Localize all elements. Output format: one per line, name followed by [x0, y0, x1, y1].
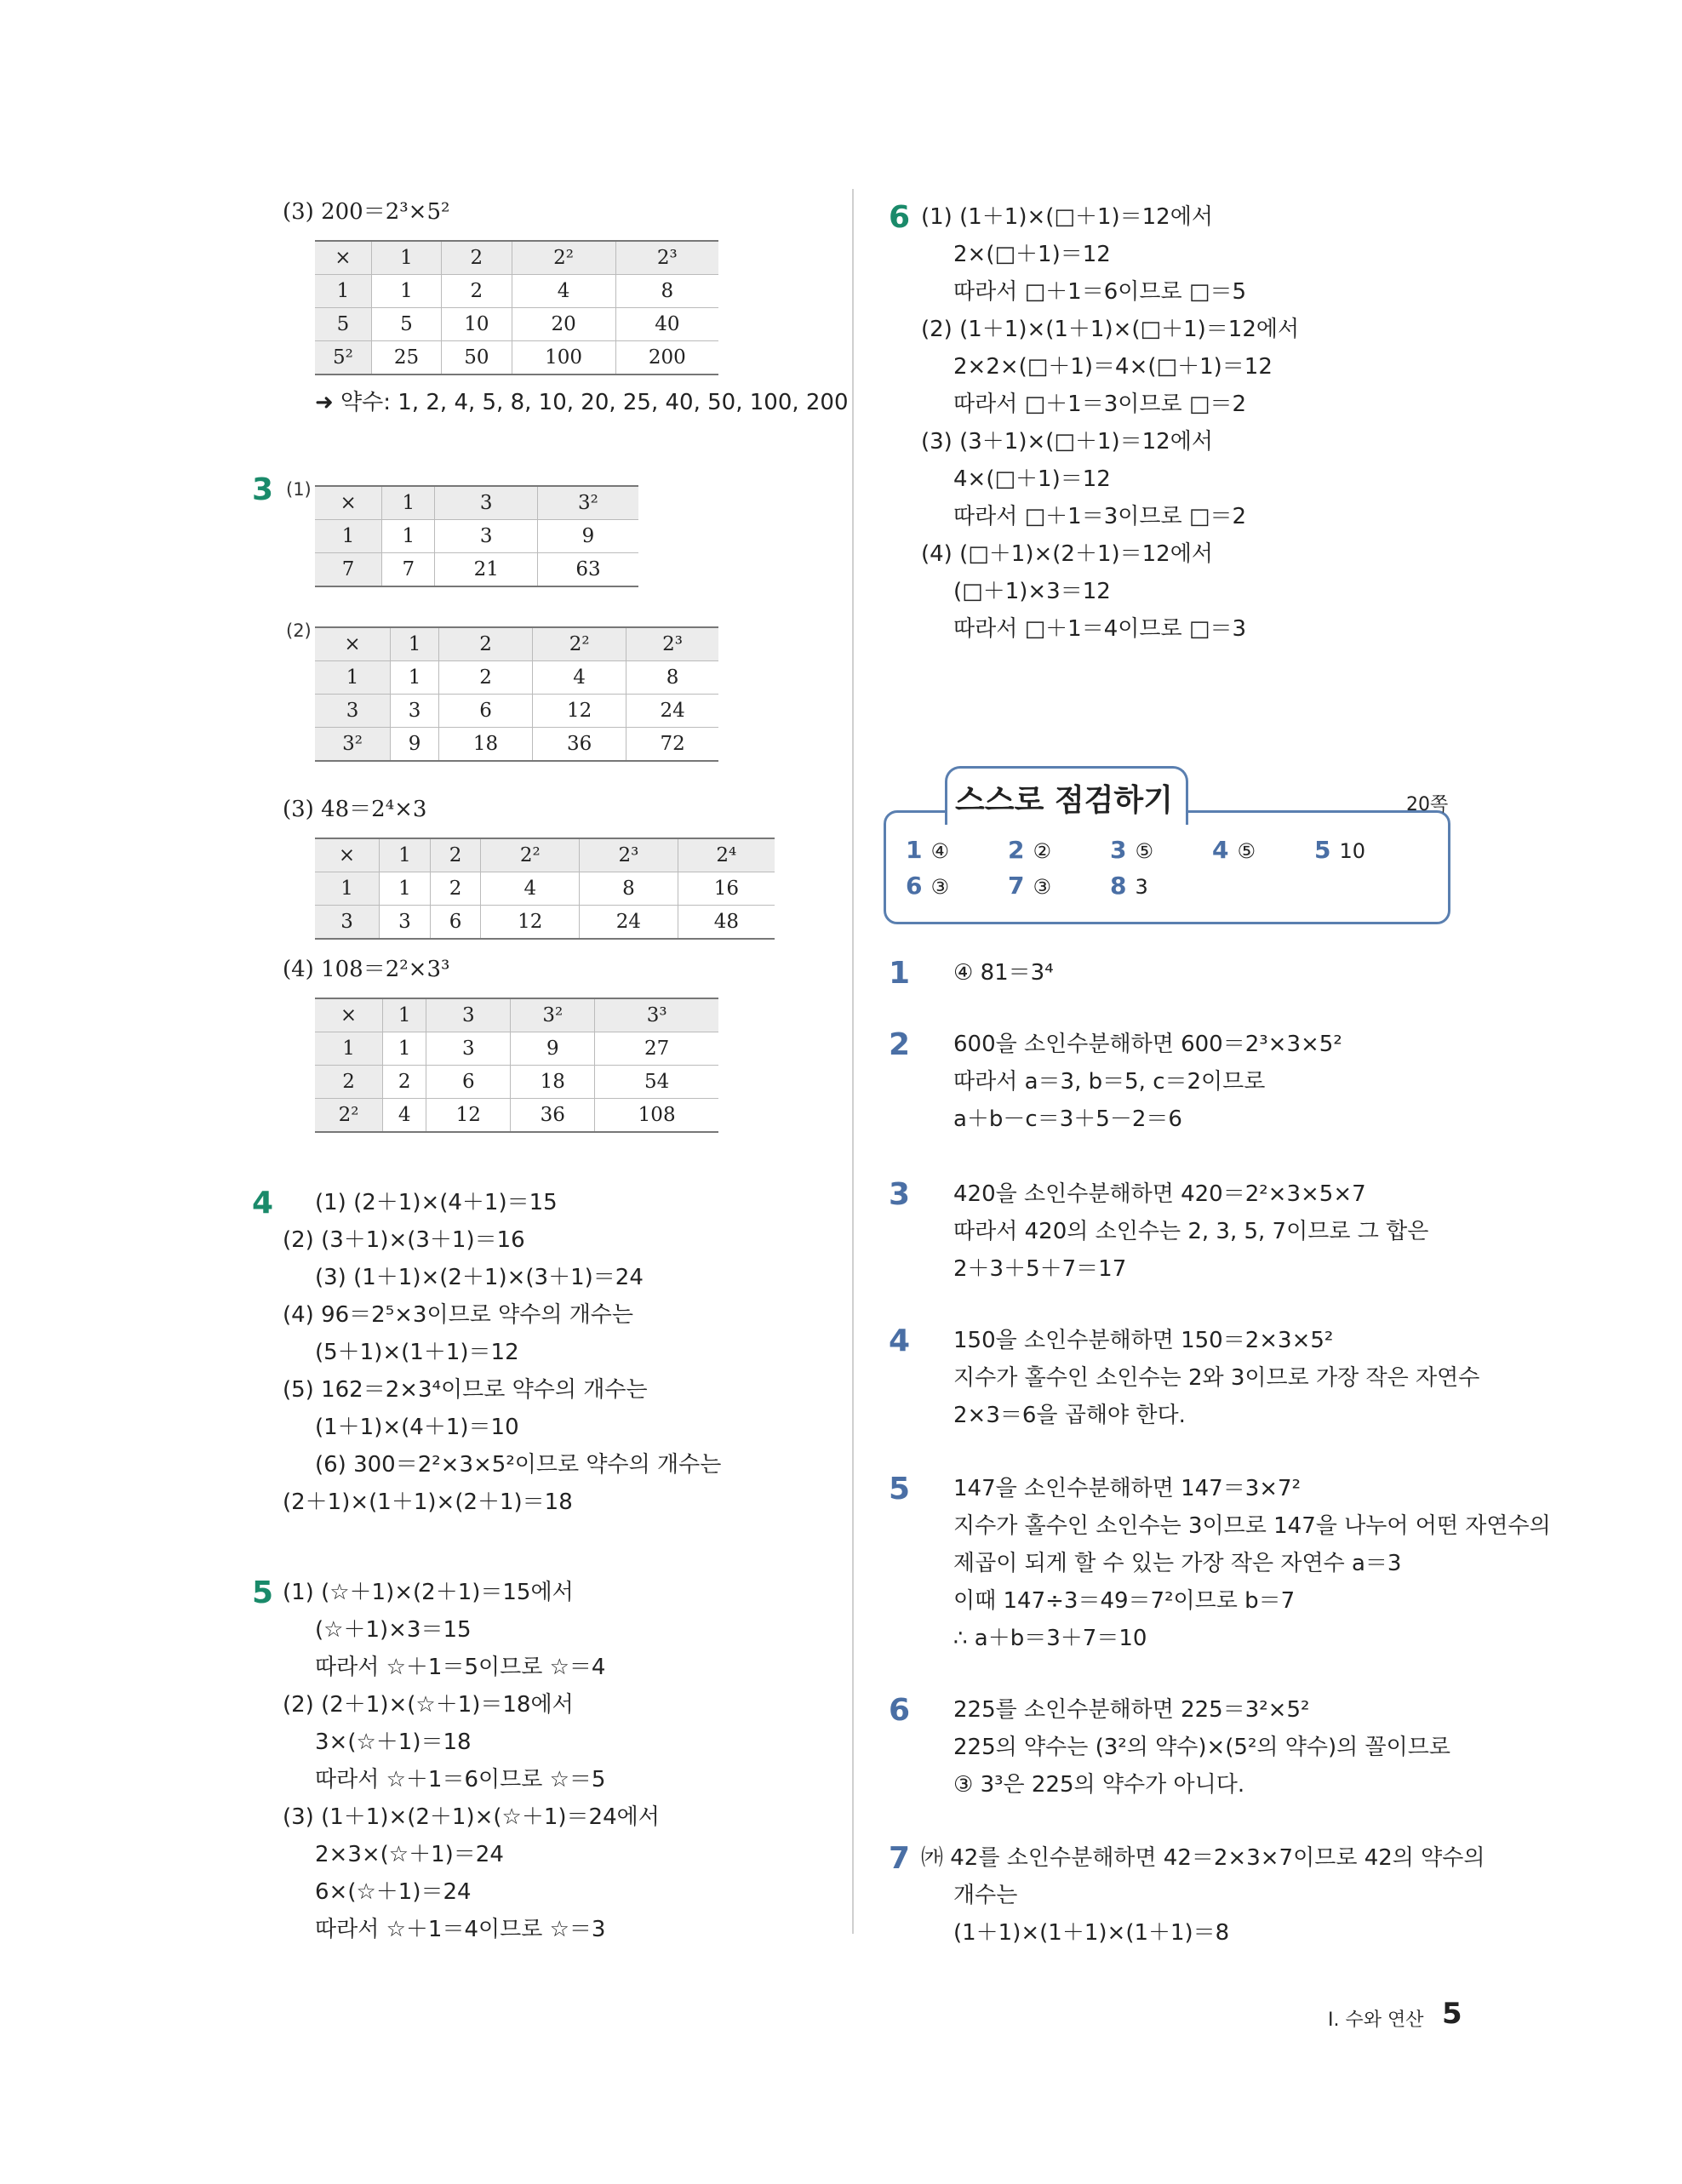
p3-1-table	[315, 485, 638, 587]
text-line: 개수는	[953, 1883, 1018, 1908]
sol-5-number: 5	[889, 1472, 911, 1507]
table-cell: ×	[315, 486, 382, 520]
text-line: 4×(□＋1)＝12	[953, 466, 1111, 492]
text-line: (3) (1＋1)×(2＋1)×(☆＋1)＝24에서	[283, 1804, 660, 1830]
table-row	[315, 1066, 718, 1099]
table-cell: 2	[442, 275, 512, 308]
table-cell: 1	[315, 520, 382, 553]
answer-item	[1314, 836, 1365, 866]
text-line: 따라서 □＋1＝3이므로 □＝2	[953, 392, 1246, 417]
text-line: ㈎ 42를 소인수분해하면 42＝2×3×7이므로 42의 약수의	[921, 1845, 1485, 1871]
text-line: 2×(□＋1)＝12	[953, 242, 1111, 267]
table-cell: 100	[512, 341, 615, 375]
table-row	[315, 308, 718, 341]
text-line: ④ 81＝3⁴	[953, 960, 1054, 986]
text-line: 3×(☆＋1)＝18	[315, 1729, 472, 1755]
sol-4-number: 4	[889, 1324, 911, 1358]
table-cell: 2	[442, 241, 512, 275]
p3-4-heading: (4) 108＝2²×3³	[283, 957, 450, 982]
table-row	[315, 906, 775, 940]
table-cell: 36	[511, 1099, 595, 1133]
table-cell: 5	[315, 308, 371, 341]
self-check-box	[884, 810, 1450, 924]
table-cell: 12	[426, 1099, 511, 1133]
table-cell: 24	[580, 906, 678, 940]
answer-item	[1212, 836, 1256, 866]
table-cell: 40	[615, 308, 718, 341]
text-line: (5＋1)×(1＋1)＝12	[315, 1340, 519, 1365]
text-line: (3) (1＋1)×(2＋1)×(3＋1)＝24	[315, 1265, 644, 1290]
p3-2-label: (2)	[286, 620, 312, 641]
table-row	[315, 553, 638, 587]
table-cell: 1	[371, 275, 441, 308]
table-cell: 6	[426, 1066, 511, 1099]
answer-value: ⑤	[1135, 839, 1153, 863]
table-cell: 7	[382, 553, 435, 587]
table-cell: 3²	[537, 486, 638, 520]
table-cell: 2	[430, 838, 481, 872]
text-line: (2＋1)×(1＋1)×(2＋1)＝18	[283, 1489, 573, 1515]
table-cell: 25	[371, 341, 441, 375]
answer-number: 5	[1314, 836, 1331, 864]
table-row	[315, 486, 638, 520]
text-line: (2) (2＋1)×(☆＋1)＝18에서	[283, 1692, 574, 1718]
text-line: ③ 3³은 225의 약수가 아니다.	[953, 1772, 1245, 1798]
sol-6-number: 6	[889, 1693, 911, 1728]
table-cell: 8	[580, 872, 678, 906]
table-cell: 2²	[481, 838, 580, 872]
text-line: (4) 96＝2⁵×3이므로 약수의 개수는	[283, 1302, 634, 1328]
answer-item	[1110, 872, 1148, 901]
answer-value: 10	[1339, 839, 1366, 863]
text-line: 2×3×(☆＋1)＝24	[315, 1842, 504, 1867]
text-line: 225의 약수는 (3²의 약수)×(5²의 약수)의 꼴이므로	[953, 1735, 1450, 1760]
table-cell: 2	[383, 1066, 426, 1099]
table-cell: 3	[435, 486, 538, 520]
table-cell: ×	[315, 838, 380, 872]
table-row	[315, 241, 718, 275]
table-row	[315, 728, 718, 762]
text-line: 따라서 □＋1＝4이므로 □＝3	[953, 616, 1246, 642]
table-cell: 21	[435, 553, 538, 587]
table-cell: 50	[442, 341, 512, 375]
table-cell: 8	[626, 661, 718, 695]
table-cell: 7	[315, 553, 382, 587]
table-cell: 4	[383, 1099, 426, 1133]
answer-number: 6	[906, 872, 923, 900]
text-line: 따라서 a＝3, b＝5, c＝2이므로	[953, 1069, 1266, 1095]
answer-value: ③	[1033, 875, 1051, 899]
table-cell: 27	[595, 1032, 718, 1066]
sol-2-number: 2	[889, 1027, 911, 1062]
table-cell: 2	[430, 872, 481, 906]
table-row	[315, 341, 718, 375]
text-line: (4) (□＋1)×(2＋1)＝12에서	[921, 541, 1213, 567]
answer-item	[1110, 836, 1153, 866]
table-cell: 1	[380, 872, 431, 906]
table-cell: 20	[512, 308, 615, 341]
answer-value: ③	[930, 875, 949, 899]
answer-value: ②	[1033, 839, 1051, 863]
sol-1-number: 1	[889, 956, 911, 991]
table-cell: 3	[315, 695, 391, 728]
p2-3-table	[315, 240, 718, 375]
text-line: 2×2×(□＋1)＝4×(□＋1)＝12	[953, 354, 1273, 380]
table-cell: 36	[533, 728, 626, 762]
table-cell: 1	[315, 275, 371, 308]
text-line: (1) (☆＋1)×(2＋1)＝15에서	[283, 1580, 574, 1605]
table-row	[315, 275, 718, 308]
table-cell: 2	[438, 627, 532, 661]
text-line: 따라서 ☆＋1＝4이므로 ☆＝3	[315, 1917, 606, 1942]
table-cell: 3³	[595, 998, 718, 1032]
table-cell: 1	[315, 661, 391, 695]
text-line: 따라서 ☆＋1＝6이므로 ☆＝5	[315, 1767, 606, 1792]
problem-3-number: 3	[252, 472, 274, 507]
table-cell: 1	[315, 872, 380, 906]
answer-value: ④	[930, 839, 949, 863]
text-line: (6) 300＝2²×3×5²이므로 약수의 개수는	[315, 1452, 722, 1478]
table-row	[315, 520, 638, 553]
table-cell: 6	[430, 906, 481, 940]
answer-item	[906, 872, 949, 901]
text-line: (3) (3＋1)×(□＋1)＝12에서	[921, 429, 1213, 455]
footer-section: I. 수와 연산	[1328, 2010, 1424, 2031]
answer-item	[1008, 836, 1051, 866]
table-cell: 5	[371, 308, 441, 341]
p3-2-table	[315, 626, 718, 762]
sol-7-number: 7	[889, 1841, 911, 1876]
table-cell: 4	[481, 872, 580, 906]
table-cell: ×	[315, 627, 391, 661]
table-cell: 1	[391, 627, 439, 661]
table-cell: 3	[435, 520, 538, 553]
text-line: 150을 소인수분해하면 150＝2×3×5²	[953, 1328, 1334, 1353]
table-cell: 3	[426, 998, 511, 1032]
table-cell: 2³	[580, 838, 678, 872]
table-cell: ×	[315, 998, 383, 1032]
text-line: (1＋1)×(1＋1)×(1＋1)＝8	[953, 1920, 1230, 1946]
answer-number: 8	[1110, 872, 1127, 900]
text-line: 600을 소인수분해하면 600＝2³×3×5²	[953, 1032, 1342, 1057]
p3-4-table	[315, 998, 718, 1133]
answer-item	[906, 836, 949, 866]
answer-number: 4	[1212, 836, 1229, 864]
table-cell: 63	[537, 553, 638, 587]
p3-3-heading: (3) 48＝2⁴×3	[283, 797, 427, 822]
table-cell: 16	[678, 872, 775, 906]
table-row	[315, 661, 718, 695]
text-line: (1＋1)×(4＋1)＝10	[315, 1415, 519, 1440]
table-cell: 54	[595, 1066, 718, 1099]
answer-value: ⑤	[1237, 839, 1256, 863]
table-cell: 10	[442, 308, 512, 341]
answer-number: 2	[1008, 836, 1025, 864]
text-line: 420을 소인수분해하면 420＝2²×3×5×7	[953, 1181, 1366, 1207]
text-line: 6×(☆＋1)＝24	[315, 1879, 472, 1905]
table-cell: 3	[380, 906, 431, 940]
table-cell: 12	[481, 906, 580, 940]
text-line: (2) (3＋1)×(3＋1)＝16	[283, 1227, 525, 1253]
p2-3-result: ➜ 약수: 1, 2, 4, 5, 8, 10, 20, 25, 40, 50, 100, 200	[315, 390, 849, 415]
table-cell: 1	[391, 661, 439, 695]
table-cell: 1	[371, 241, 441, 275]
sol-3-number: 3	[889, 1177, 911, 1212]
table-cell: 18	[438, 728, 532, 762]
table-cell: 2	[315, 1066, 383, 1099]
table-row	[315, 998, 718, 1032]
table-cell: 1	[383, 1032, 426, 1066]
p2-3-heading: (3) 200＝2³×5²	[283, 199, 450, 225]
table-cell: 12	[533, 695, 626, 728]
text-line: 147을 소인수분해하면 147＝3×7²	[953, 1476, 1302, 1501]
text-line: (1) (1＋1)×(□＋1)＝12에서	[921, 204, 1213, 230]
problem-6-number: 6	[889, 200, 911, 235]
table-cell: ×	[315, 241, 371, 275]
text-line: a＋b－c＝3＋5－2＝6	[953, 1106, 1182, 1132]
text-line: ∴ a＋b＝3＋7＝10	[953, 1626, 1147, 1651]
answer-number: 7	[1008, 872, 1025, 900]
table-cell: 1	[383, 998, 426, 1032]
table-cell: 1	[382, 486, 435, 520]
table-cell: 200	[615, 341, 718, 375]
table-cell: 2	[438, 661, 532, 695]
table-cell: 1	[315, 1032, 383, 1066]
table-row	[315, 1032, 718, 1066]
table-cell: 3²	[511, 998, 595, 1032]
table-cell: 2²	[315, 1099, 383, 1133]
table-cell: 9	[391, 728, 439, 762]
table-cell: 8	[615, 275, 718, 308]
table-cell: 4	[512, 275, 615, 308]
text-line: 2×3＝6을 곱해야 한다.	[953, 1403, 1186, 1428]
table-cell: 3	[426, 1032, 511, 1066]
p3-1-label: (1)	[286, 479, 312, 500]
self-check-title: 스스로 점검하기	[955, 783, 1173, 818]
table-cell: 4	[533, 661, 626, 695]
table-cell: 1	[380, 838, 431, 872]
text-line: 따라서 420의 소인수는 2, 3, 5, 7이므로 그 합은	[953, 1219, 1429, 1244]
text-line: 따라서 □＋1＝3이므로 □＝2	[953, 504, 1246, 529]
page-number: 5	[1442, 1997, 1462, 2031]
text-line: 이때 147÷3＝49＝7²이므로 b＝7	[953, 1588, 1296, 1614]
table-cell: 2⁴	[678, 838, 775, 872]
answer-number: 3	[1110, 836, 1127, 864]
table-cell: 18	[511, 1066, 595, 1099]
table-cell: 3²	[315, 728, 391, 762]
table-cell: 2³	[615, 241, 718, 275]
text-line: 따라서 □＋1＝6이므로 □＝5	[953, 279, 1246, 305]
table-cell: 1	[382, 520, 435, 553]
answer-value: 3	[1135, 875, 1148, 899]
text-line: 225를 소인수분해하면 225＝3²×5²	[953, 1697, 1310, 1723]
table-cell: 24	[626, 695, 718, 728]
problem-5-number: 5	[252, 1575, 274, 1610]
column-divider	[852, 189, 854, 1934]
text-line: 제곱이 되게 할 수 있는 가장 작은 자연수 a＝3	[953, 1551, 1402, 1576]
table-cell: 9	[511, 1032, 595, 1066]
table-cell: 2³	[626, 627, 718, 661]
text-line: (☆＋1)×3＝15	[315, 1617, 472, 1643]
table-row	[315, 872, 775, 906]
text-line: (□＋1)×3＝12	[953, 579, 1111, 604]
text-line: 지수가 홀수인 소인수는 2와 3이므로 가장 작은 자연수	[953, 1365, 1480, 1391]
table-cell: 3	[391, 695, 439, 728]
answer-number: 1	[906, 836, 923, 864]
problem-4-number: 4	[252, 1186, 274, 1221]
table-cell: 9	[537, 520, 638, 553]
text-line: 지수가 홀수인 소인수는 3이므로 147을 나누어 어떤 자연수의	[953, 1513, 1551, 1539]
text-line: 따라서 ☆＋1＝5이므로 ☆＝4	[315, 1655, 606, 1680]
table-cell: 6	[438, 695, 532, 728]
table-row	[315, 695, 718, 728]
table-cell: 2²	[512, 241, 615, 275]
p3-3-table	[315, 838, 775, 940]
text-line: (2) (1＋1)×(1＋1)×(□＋1)＝12에서	[921, 317, 1300, 342]
table-row	[315, 838, 775, 872]
table-cell: 72	[626, 728, 718, 762]
table-cell: 48	[678, 906, 775, 940]
text-line: (5) 162＝2×3⁴이므로 약수의 개수는	[283, 1377, 648, 1403]
self-check-page: 20쪽	[1406, 794, 1449, 815]
table-row	[315, 1099, 718, 1133]
table-cell: 2²	[533, 627, 626, 661]
text-line: 2＋3＋5＋7＝17	[953, 1256, 1127, 1282]
table-cell: 108	[595, 1099, 718, 1133]
table-cell: 3	[315, 906, 380, 940]
table-cell: 5²	[315, 341, 371, 375]
answer-item	[1008, 872, 1051, 901]
table-row	[315, 627, 718, 661]
text-line: (1) (2＋1)×(4＋1)＝15	[315, 1190, 558, 1215]
